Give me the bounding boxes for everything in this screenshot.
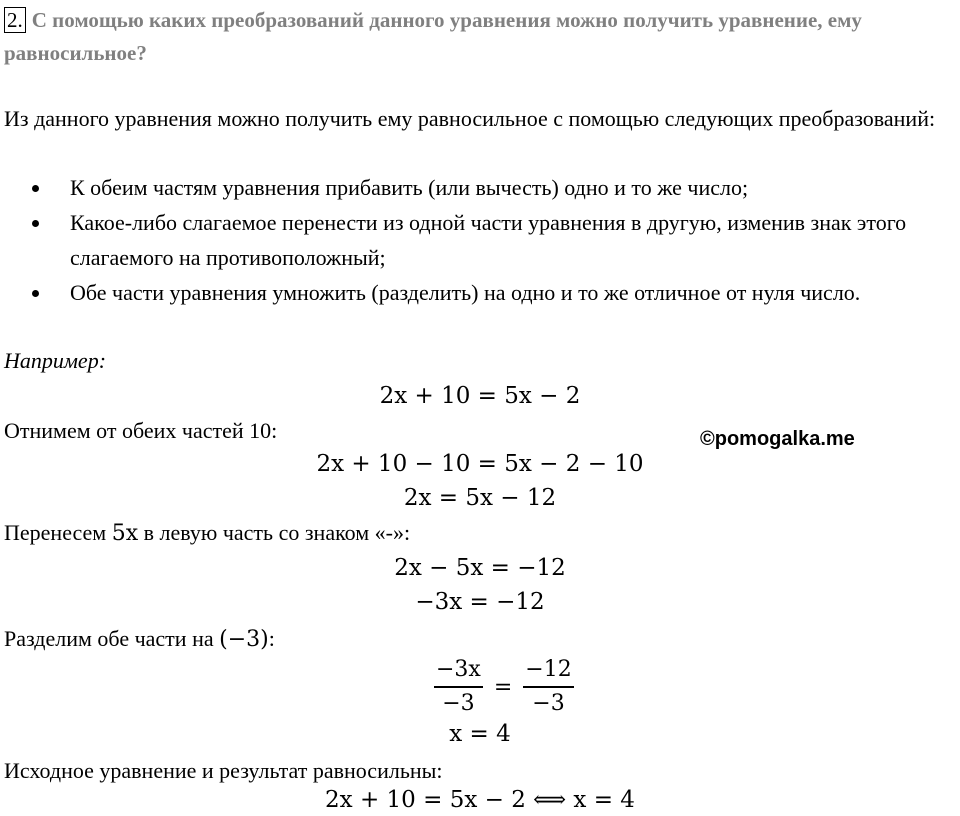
watermark: ©pomogalka.me <box>700 428 855 450</box>
equation-4: 2x − 5x = −12 <box>394 555 566 581</box>
equation-1: 2x + 10 = 5x − 2 <box>379 383 581 409</box>
fraction-equation <box>434 654 574 720</box>
step-2-term: 5x <box>111 521 139 546</box>
step-3-text-a: Разделим обе части на <box>4 626 220 651</box>
question-heading <box>4 4 954 70</box>
step-1-label: Отнимем от обеих частей 10: <box>4 418 278 443</box>
intro-paragraph: Из данного уравнения можно получить ему равносильное с помощью следующих преобразований: <box>4 106 936 131</box>
right-fraction <box>523 654 573 720</box>
list-item-text: Какое-либо слагаемое перенести из одной части уравнения в другую, изменив знак этого слагаемого на противоположный; <box>70 210 907 270</box>
question-text: С помощью каких преобразований данного уравнения можно получить уравнение, ему равносильное? <box>4 8 862 65</box>
list-item-text: К обеим частям уравнения прибавить (или вычесть) одно и то же число; <box>70 175 749 200</box>
left-denominator: −3 <box>442 691 475 716</box>
step-3-term: (−3) <box>219 627 269 652</box>
bullet-icon <box>32 185 39 192</box>
equation-7: 2x + 10 = 5x − 2 ⟺ x = 4 <box>325 787 635 813</box>
question-number: 2. <box>4 7 26 33</box>
step-2-label <box>4 516 410 551</box>
list-item <box>32 205 957 275</box>
list-item-text: Обе части уравнения умножить (разделить) на одно и то же отличное от нуля число. <box>70 280 861 305</box>
step-3-text-b: : <box>268 626 275 651</box>
transformations-list <box>32 170 957 310</box>
conclusion-label: Исходное уравнение и результат равносильны: <box>4 758 443 783</box>
right-denominator: −3 <box>532 691 565 716</box>
equals-sign: = <box>493 674 513 700</box>
list-item <box>32 275 957 310</box>
equation-6: x = 4 <box>449 721 511 747</box>
bullet-icon <box>32 220 39 227</box>
left-fraction <box>434 654 483 720</box>
example-label: Например: <box>4 348 107 373</box>
equation-3: 2x = 5x − 12 <box>403 485 557 511</box>
step-3-label <box>4 622 275 657</box>
left-numerator: −3x <box>434 654 483 688</box>
right-numerator: −12 <box>523 654 573 688</box>
step-2-text-a: Перенесем <box>4 520 112 545</box>
equation-2: 2x + 10 − 10 = 5x − 2 − 10 <box>316 451 644 477</box>
list-item <box>32 170 957 205</box>
bullet-icon <box>32 290 39 297</box>
equation-5: −3x = −12 <box>415 589 545 615</box>
step-2-text-b: в левую часть со знаком «-»: <box>138 520 411 545</box>
